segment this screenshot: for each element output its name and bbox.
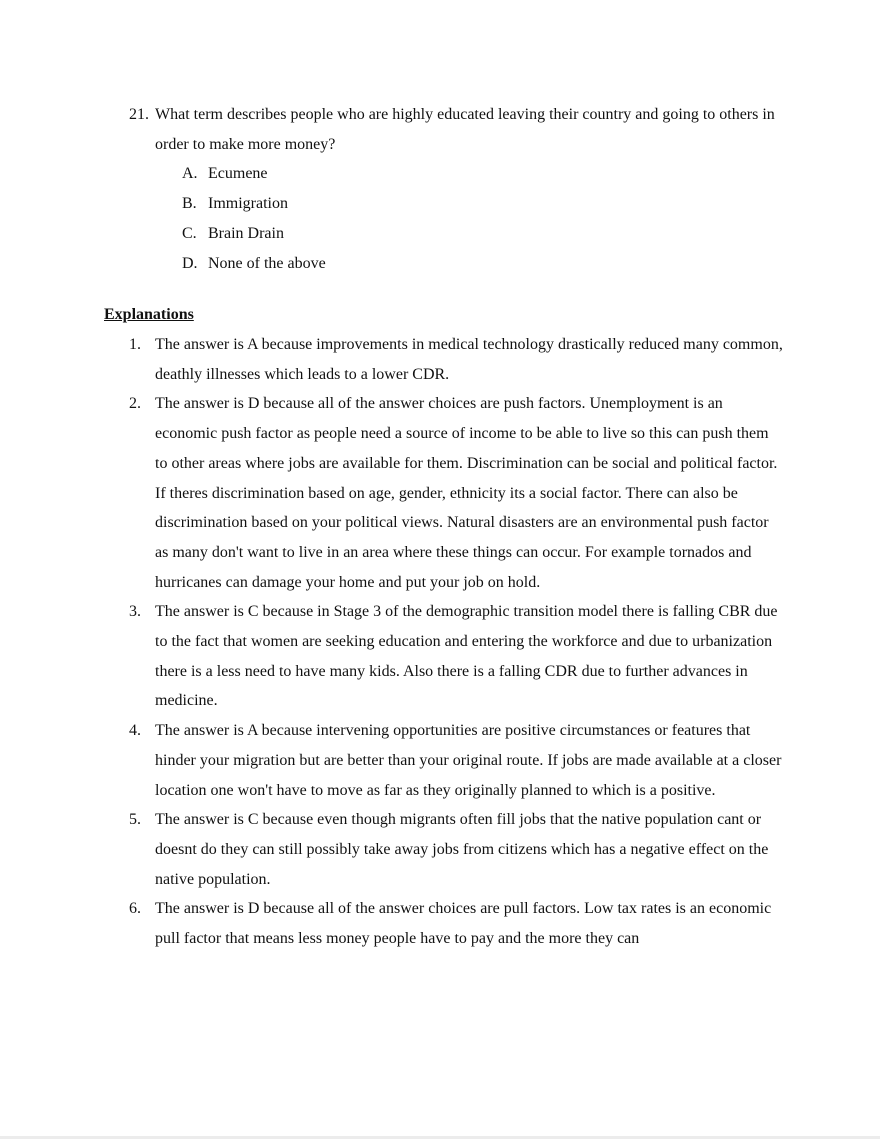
choice-letter: D.: [182, 255, 198, 273]
explanation-number: 3.: [129, 603, 141, 621]
choice-b: [182, 189, 784, 219]
explanation-text: The answer is C because even though migrants often fill jobs that the native population cant or doesnt do they can still possibly take away jobs from citizens which has a negative effect on the native population.: [155, 811, 769, 888]
explanation-item: [104, 716, 784, 805]
explanation-number: 1.: [129, 336, 141, 353]
choice-letter: B.: [182, 195, 197, 213]
explanation-item: [104, 330, 784, 389]
choice-text: None of the above: [208, 255, 326, 273]
explanations-heading: Explanations: [104, 306, 194, 323]
choice-letter: A.: [182, 165, 198, 183]
explanation-number: 2.: [129, 395, 141, 413]
answer-choices: [182, 159, 784, 279]
question-text: What term describes people who are highly educated leaving their country and going to others in order to make more money?: [155, 106, 775, 153]
explanation-item: [104, 805, 784, 894]
choice-letter: C.: [182, 225, 197, 243]
explanation-text: The answer is A because improvements in medical technology drastically reduced many common, deathly illnesses which leads to a lower CDR.: [155, 336, 783, 383]
explanation-text: The answer is C because in Stage 3 of the demographic transition model there is falling CBR due to the fact that women are seeking education and entering the workforce and due to urbanization there is a less need to have many kids. Also there is a falling CDR due to further advances in medicine.: [155, 603, 778, 710]
explanation-text: The answer is D because all of the answer choices are pull factors. Low tax rates is an economic pull factor that means less money people have to pay and the more they can: [155, 900, 772, 948]
question-row: [104, 100, 784, 159]
explanation-number: 5.: [129, 811, 141, 829]
question-number-label: 21.: [129, 106, 149, 123]
explanation-number: 6.: [129, 900, 141, 918]
explanation-text: The answer is D because all of the answer choices are push factors. Unemployment is an economic push factor as people need a source of income to be able to live so this can push them to other areas where jobs are available for them. Discrimination can be social and political factor. If theres discrimination based on age, gender, ethnicity its a social factor. There can also be discrimination based on your political views. Natural disasters are an environmental push factor as many don't want to live in an area where these things can occur. For example tornados and hurricanes can damage your home and put your job on hold.: [155, 395, 778, 591]
choice-text: Brain Drain: [208, 225, 284, 243]
choice-text: Immigration: [208, 195, 288, 213]
choice-text: Ecumene: [208, 165, 268, 183]
explanation-item: [104, 597, 784, 716]
explanation-item: [104, 894, 784, 953]
explanations-list: [104, 330, 784, 954]
question-number: [104, 100, 155, 159]
choice-d: [182, 249, 784, 279]
explanation-number: 4.: [129, 722, 141, 740]
explanation-text: The answer is A because intervening opportunities are positive circumstances or features that hinder your migration but are better than your original route. If jobs are made available at a closer location one won't have to move as far as they originally planned to which is a positive.: [155, 722, 782, 799]
explanation-item: [104, 389, 784, 597]
choice-c: [182, 219, 784, 249]
choice-a: [182, 159, 784, 189]
question-21: [104, 100, 784, 279]
